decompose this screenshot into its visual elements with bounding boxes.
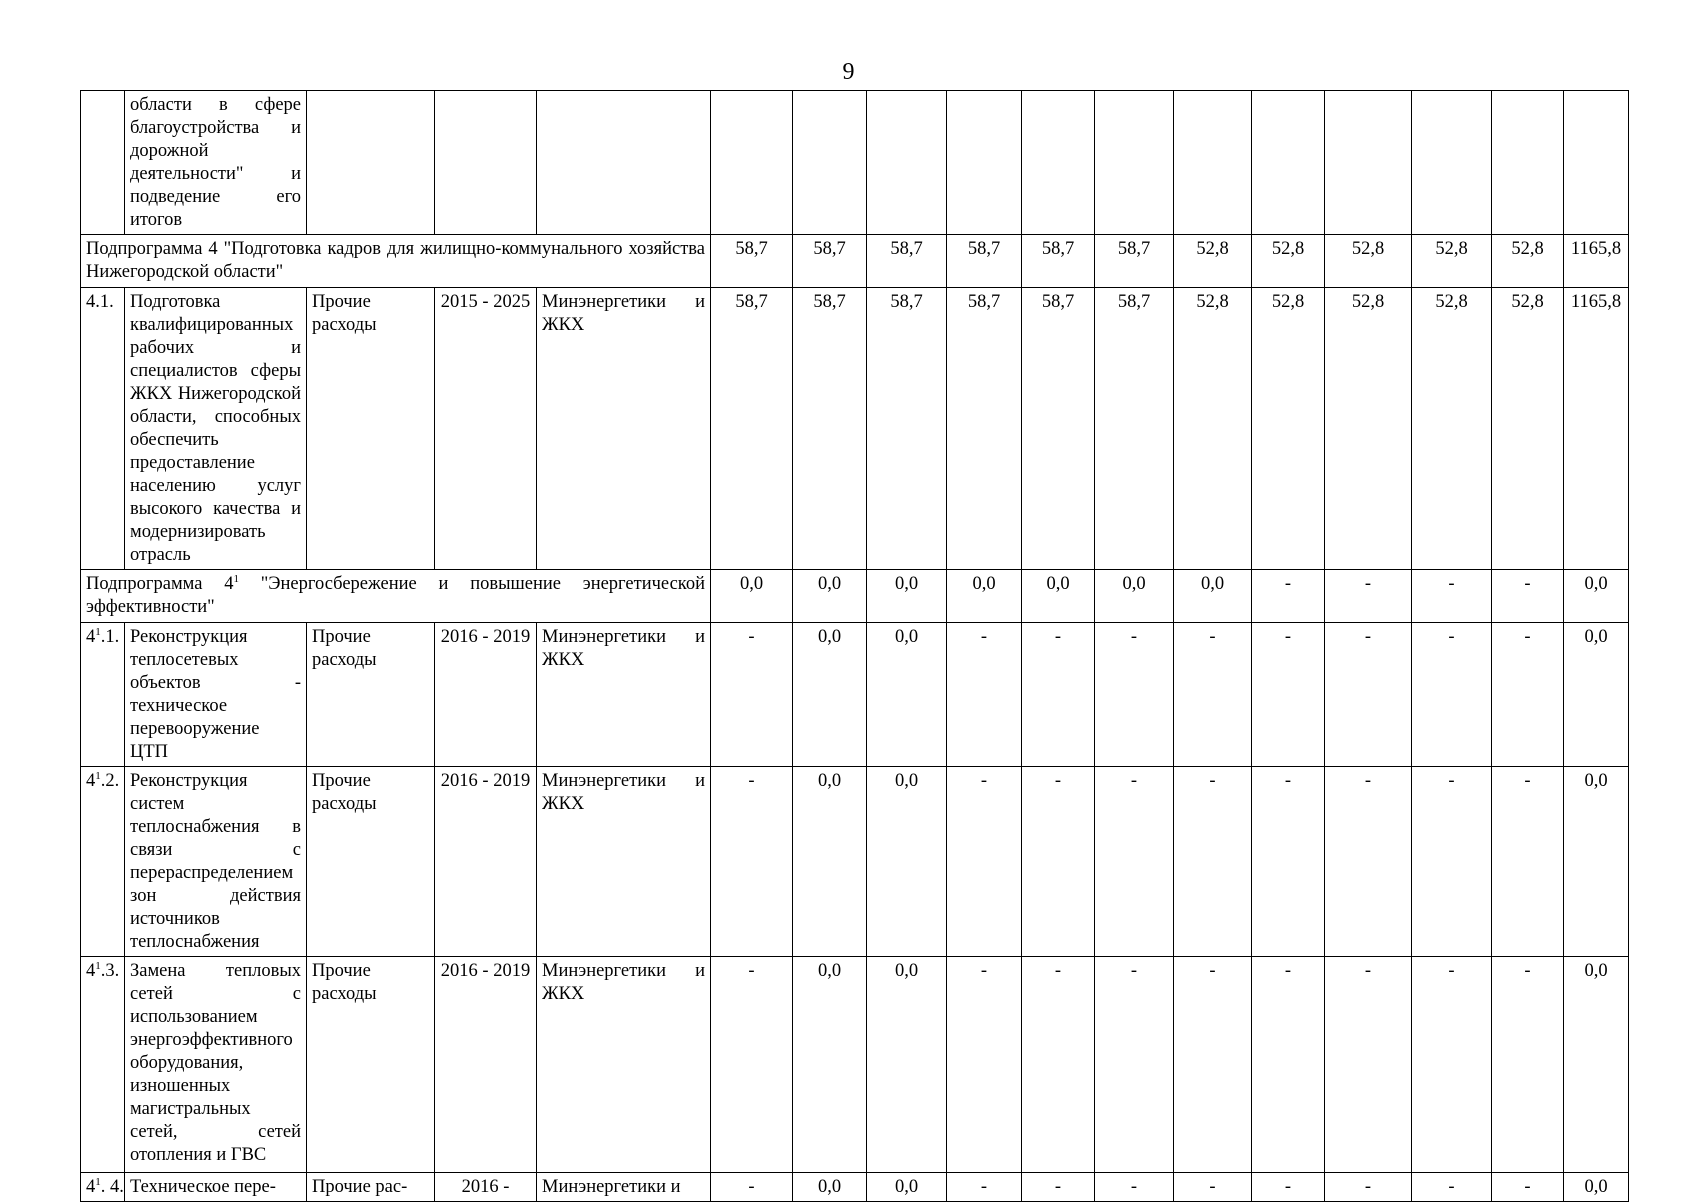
- total-value: 0,0: [1564, 767, 1629, 957]
- year-value: 58,7: [1022, 288, 1095, 570]
- implementation-period: 2016 -: [435, 1173, 537, 1202]
- year-value: -: [1095, 623, 1174, 767]
- year-value: 52,8: [1174, 288, 1252, 570]
- empty-cell: [1564, 91, 1629, 235]
- year-value: 52,8: [1492, 288, 1564, 570]
- row-code: 4.1.: [81, 288, 125, 570]
- year-value: -: [1325, 767, 1412, 957]
- row-code: $4^1.2$.: [81, 767, 125, 957]
- measure-row: [81, 623, 1629, 767]
- year-value: -: [1492, 957, 1564, 1173]
- empty-cell: [1022, 91, 1095, 235]
- year-value: 0,0: [793, 570, 867, 623]
- year-value: 0,0: [867, 623, 947, 767]
- expense-type: Прочие расходы: [307, 767, 435, 957]
- year-value: 52,8: [1252, 235, 1325, 288]
- year-value: -: [1492, 570, 1564, 623]
- total-value: 0,0: [1564, 623, 1629, 767]
- year-value: 0,0: [1022, 570, 1095, 623]
- row-code: [81, 91, 125, 235]
- year-value: 52,8: [1325, 235, 1412, 288]
- year-value: -: [1325, 570, 1412, 623]
- year-value: 58,7: [711, 235, 793, 288]
- measure-name: Техническое пере-: [125, 1173, 307, 1202]
- year-value: 0,0: [1095, 570, 1174, 623]
- year-value: 58,7: [1095, 288, 1174, 570]
- budget-table: [80, 90, 1629, 1202]
- year-value: 0,0: [867, 1173, 947, 1202]
- empty-cell: [537, 91, 711, 235]
- year-value: 58,7: [793, 288, 867, 570]
- total-value: 0,0: [1564, 570, 1629, 623]
- year-value: -: [1095, 1173, 1174, 1202]
- empty-cell: [1174, 91, 1252, 235]
- implementation-period: 2016 - 2019: [435, 623, 537, 767]
- year-value: -: [1174, 767, 1252, 957]
- subprogram-row: [81, 570, 1629, 623]
- year-value: -: [1412, 623, 1492, 767]
- page-number: 9: [842, 59, 855, 85]
- year-value: 58,7: [947, 288, 1022, 570]
- year-value: 52,8: [1412, 235, 1492, 288]
- row-code: $4^1.1$.: [81, 623, 125, 767]
- year-value: -: [1022, 957, 1095, 1173]
- year-value: -: [1252, 1173, 1325, 1202]
- empty-cell: [1252, 91, 1325, 235]
- year-value: -: [1492, 623, 1564, 767]
- measure-name: Подготовка квалифицированных рабочих и специалистов сферы ЖКХ Нижегородской области, способных обеспечить предоставление населению услуг высокого качества и модернизировать отрасль: [125, 288, 307, 570]
- measure-row: [81, 288, 1629, 570]
- year-value: 58,7: [793, 235, 867, 288]
- year-value: -: [1022, 623, 1095, 767]
- total-value: 1165,8: [1564, 288, 1629, 570]
- year-value: -: [1252, 570, 1325, 623]
- year-value: 0,0: [793, 1173, 867, 1202]
- implementation-period: 2016 - 2019: [435, 767, 537, 957]
- year-value: -: [1174, 623, 1252, 767]
- year-value: -: [1492, 767, 1564, 957]
- expense-type: Прочие рас-: [307, 1173, 435, 1202]
- year-value: -: [1412, 1173, 1492, 1202]
- measure-name: Реконструкция теплосетевых объектов - техническое перевооружение ЦТП: [125, 623, 307, 767]
- subprogram-title: Подпрограмма 4 "Подготовка кадров для жилищно-коммунального хозяйства Нижегородской области": [81, 235, 711, 288]
- year-value: -: [947, 623, 1022, 767]
- continuation-row: [81, 91, 1629, 235]
- empty-cell: [435, 91, 537, 235]
- year-value: -: [1412, 570, 1492, 623]
- executor: Минэнергетики и: [537, 1173, 711, 1202]
- year-value: -: [947, 957, 1022, 1173]
- row-code: $4^1$. 4.: [81, 1173, 125, 1202]
- year-value: -: [711, 957, 793, 1173]
- implementation-period: 2016 - 2019: [435, 957, 537, 1173]
- executor: Минэнергетики и ЖКХ: [537, 623, 711, 767]
- executor: Минэнергетики и ЖКХ: [537, 288, 711, 570]
- year-value: 52,8: [1325, 288, 1412, 570]
- year-value: -: [711, 623, 793, 767]
- year-value: 58,7: [1022, 235, 1095, 288]
- empty-cell: [1412, 91, 1492, 235]
- expense-type: Прочие расходы: [307, 288, 435, 570]
- year-value: -: [1022, 1173, 1095, 1202]
- year-value: -: [1252, 957, 1325, 1173]
- year-value: -: [1252, 623, 1325, 767]
- executor: Минэнергетики и ЖКХ: [537, 957, 711, 1173]
- year-value: -: [1325, 1173, 1412, 1202]
- implementation-period: 2015 - 2025: [435, 288, 537, 570]
- year-value: -: [711, 767, 793, 957]
- total-value: 0,0: [1564, 1173, 1629, 1202]
- empty-cell: [793, 91, 867, 235]
- empty-cell: [1325, 91, 1412, 235]
- year-value: 52,8: [1174, 235, 1252, 288]
- year-value: 58,7: [867, 288, 947, 570]
- empty-cell: [1492, 91, 1564, 235]
- year-value: 52,8: [1492, 235, 1564, 288]
- executor: Минэнергетики и ЖКХ: [537, 767, 711, 957]
- subprogram-title: Подпрограмма $4^1$ "Энергосбережение и повышение энергетической эффективности": [81, 570, 711, 623]
- measure-row: [81, 767, 1629, 957]
- year-value: 0,0: [711, 570, 793, 623]
- empty-cell: [711, 91, 793, 235]
- year-value: -: [947, 767, 1022, 957]
- year-value: 58,7: [1095, 235, 1174, 288]
- year-value: 0,0: [793, 957, 867, 1173]
- empty-cell: [307, 91, 435, 235]
- year-value: -: [1095, 957, 1174, 1173]
- year-value: -: [1325, 623, 1412, 767]
- year-value: -: [1252, 767, 1325, 957]
- year-value: 58,7: [867, 235, 947, 288]
- year-value: 0,0: [793, 623, 867, 767]
- year-value: -: [1412, 767, 1492, 957]
- year-value: 0,0: [1174, 570, 1252, 623]
- expense-type: Прочие расходы: [307, 957, 435, 1173]
- expense-type: Прочие расходы: [307, 623, 435, 767]
- year-value: -: [1095, 767, 1174, 957]
- measure-row: [81, 957, 1629, 1173]
- empty-cell: [867, 91, 947, 235]
- year-value: 58,7: [947, 235, 1022, 288]
- total-value: 1165,8: [1564, 235, 1629, 288]
- year-value: -: [1492, 1173, 1564, 1202]
- year-value: 0,0: [867, 570, 947, 623]
- year-value: -: [947, 1173, 1022, 1202]
- measure-name: Реконструкция систем теплоснабжения в связи с перераспределением зон действия источников теплоснабжения: [125, 767, 307, 957]
- year-value: -: [1174, 957, 1252, 1173]
- year-value: 0,0: [793, 767, 867, 957]
- year-value: -: [1174, 1173, 1252, 1202]
- year-value: 58,7: [711, 288, 793, 570]
- empty-cell: [947, 91, 1022, 235]
- year-value: 52,8: [1252, 288, 1325, 570]
- row-code: $4^1.3$.: [81, 957, 125, 1173]
- year-value: 0,0: [867, 767, 947, 957]
- measure-row: [81, 1173, 1629, 1202]
- year-value: -: [1412, 957, 1492, 1173]
- year-value: -: [1325, 957, 1412, 1173]
- year-value: -: [711, 1173, 793, 1202]
- year-value: 0,0: [867, 957, 947, 1173]
- year-value: 52,8: [1412, 288, 1492, 570]
- year-value: -: [1022, 767, 1095, 957]
- empty-cell: [1095, 91, 1174, 235]
- total-value: 0,0: [1564, 957, 1629, 1173]
- subprogram-row: [81, 235, 1629, 288]
- measure-name: Замена тепловых сетей с использованием энергоэффективного оборудования, изношенных магистральных сетей, сетей отопления и ГВС: [125, 957, 307, 1173]
- year-value: 0,0: [947, 570, 1022, 623]
- measure-name: области в сфере благоустройства и дорожной деятельности" и подведение его итогов: [125, 91, 307, 235]
